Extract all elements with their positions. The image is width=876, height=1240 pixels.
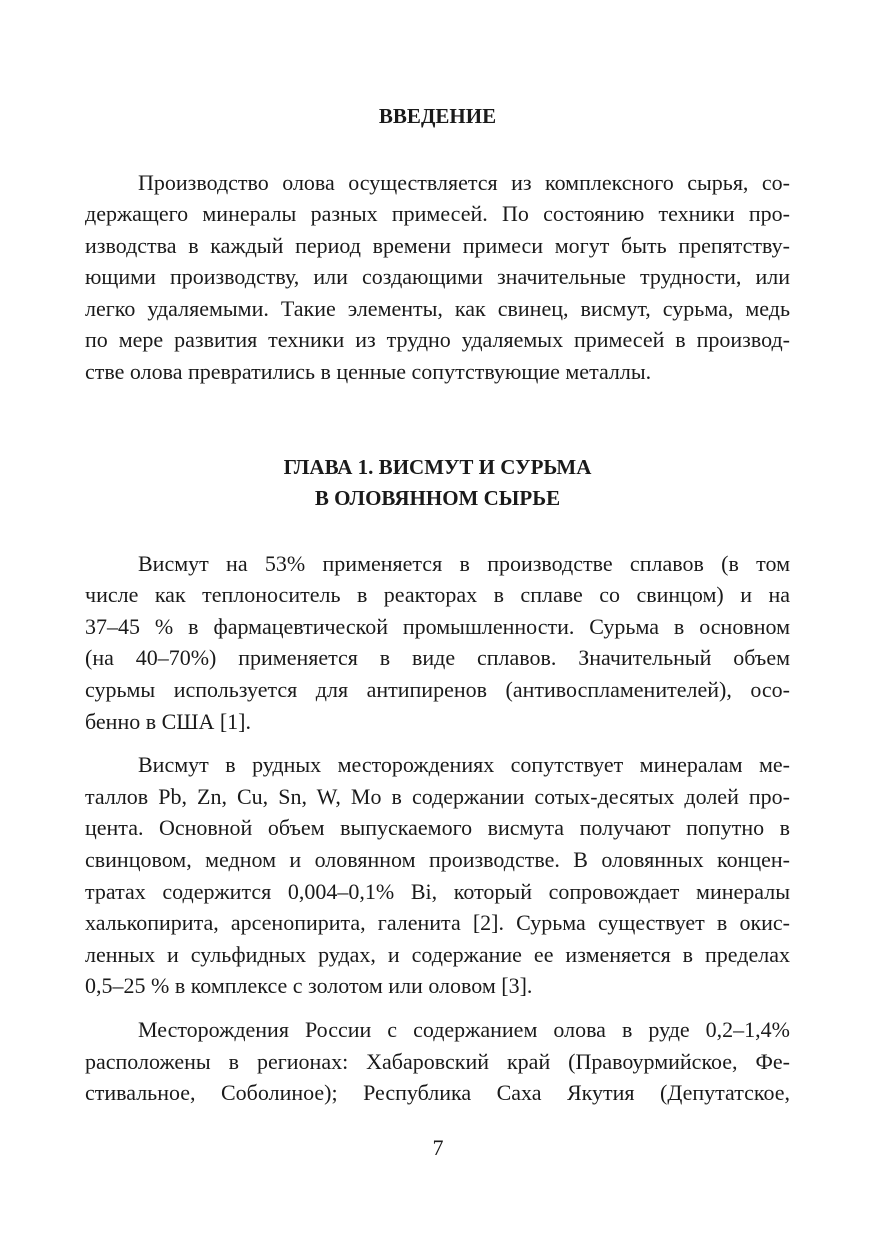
text-line: 0,5–25 % в комплексе с золотом или оловом [3]. [85, 973, 533, 999]
text-line: числе как теплоноситель в реакторах в сплаве со свинцом) и на [85, 582, 790, 608]
text-line: легко удаляемыми. Такие элементы, как свинец, висмут, сурьма, медь [85, 295, 790, 321]
text-line: тратах содержится 0,004–0,1% Bi, который сопровождает минералы [85, 878, 790, 904]
text-line: Производство олова осуществляется из комплексного сырья, со- [138, 169, 790, 195]
text-line: Висмут в рудных месторождениях сопутствует минералам ме- [138, 752, 790, 778]
text-line: таллов Pb, Zn, Cu, Sn, W, Mo в содержании сотых-десятых долей про- [85, 783, 790, 809]
chapter-paragraph [85, 749, 790, 1002]
text-line: (на 40–70%) применяется в виде сплавов. Значительный объем [85, 645, 790, 671]
text-line: свинцовом, медном и оловянном производстве. В оловянных концен- [85, 847, 790, 872]
text-line: бенно в США [1]. [85, 708, 252, 734]
intro-paragraph [85, 167, 790, 388]
intro-heading: ВВЕДЕНИЕ [378, 104, 497, 128]
text-line: цента. Основной объем выпускаемого висмута получают попутно в [85, 815, 790, 841]
chapter-paragraph [85, 548, 790, 738]
text-line: ленных и сульфидных рудах, и содержание ее изменяется в пределах [85, 941, 790, 967]
page-number: 7 [432, 1135, 444, 1160]
text-line: Месторождения России с содержанием олова в руде 0,2–1,4% [138, 1016, 790, 1042]
text-line: стивальное, Соболиное); Республика Саха Якутия (Депутатское, [85, 1080, 790, 1106]
text-line: халькопирита, арсенопирита, галенита [2]. Сурьма существует в окис- [85, 910, 790, 936]
text-line: держащего минералы разных примесей. По состоянию техники про- [85, 201, 790, 227]
text-line: ющими производству, или создающими значительные трудности, или [85, 264, 790, 290]
text-line: изводства в каждый период времени примеси могут быть препятству- [85, 232, 790, 258]
chapter-heading-line: В ОЛОВЯННОМ СЫРЬЕ [314, 486, 561, 511]
chapter-heading-line: ГЛАВА 1. ВИСМУТ И СУРЬМА [283, 454, 592, 479]
text-line: по мере развития техники из трудно удаляемых примесей в производ- [85, 327, 790, 353]
chapter-heading [85, 452, 790, 515]
text-line: расположены в регионах: Хабаровский край (Правоурмийское, Фе- [85, 1048, 790, 1074]
chapter-paragraph [85, 1014, 790, 1109]
text-line: 37–45 % в фармацевтической промышленности. Сурьма в основном [85, 613, 790, 639]
text-line: сурьмы используется для антипиренов (антивоспламенителей), осо- [85, 677, 790, 703]
text-line: стве олова превратились в ценные сопутствующие металлы. [85, 359, 652, 385]
page-body [85, 101, 790, 1109]
text-line: Висмут на 53% применяется в производстве сплавов (в том [138, 550, 790, 576]
